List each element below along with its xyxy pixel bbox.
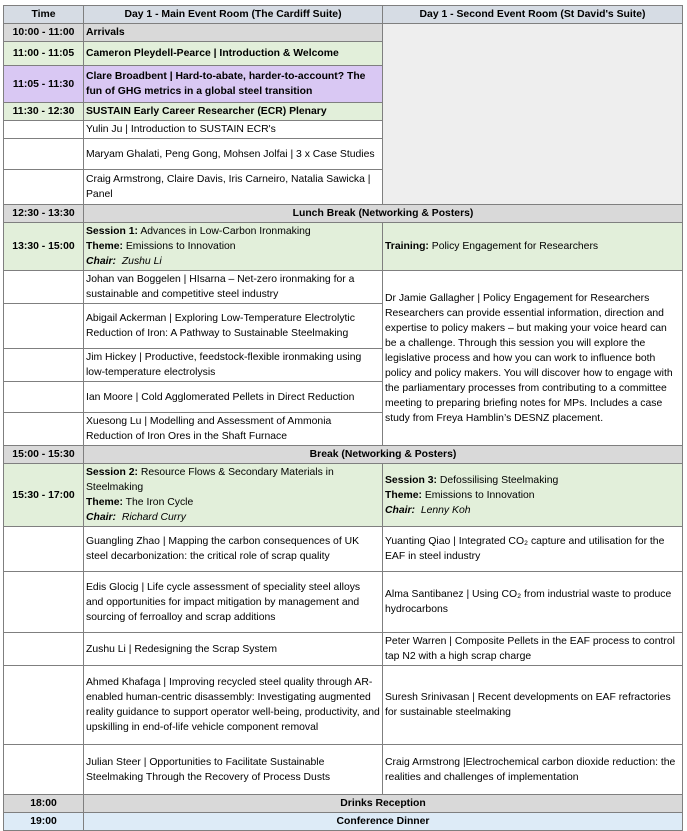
row-session2-head xyxy=(4,464,683,527)
session2-label: Session 2: xyxy=(86,467,138,478)
time-empty xyxy=(4,271,84,304)
lunch-label: Lunch Break (Networking & Posters) xyxy=(84,205,683,223)
session3-chair-label: Chair: xyxy=(385,504,416,516)
second-room-empty xyxy=(383,24,683,205)
time-empty xyxy=(4,745,84,795)
time-break: 15:00 - 15:30 xyxy=(4,446,84,464)
session2-talk: Julian Steer | Opportunities to Facilitate Sustainable Steelmaking Through the Recovery of Process Dusts xyxy=(84,745,383,795)
session1-label: Session 1: xyxy=(86,226,138,237)
header-second-room: Day 1 - Second Event Room (St David's Suite) xyxy=(383,6,683,24)
training-description: Dr Jamie Gallagher | Policy Engagement for Researchers Researchers can provide essential information, direction and expertise to policy makers – but making your voice heard can be a challenge. Through this session you will explore the legislative process and how you can work to influence both policy and policy makers. You will discover how to engage with the parliamentary processes from contributing to a committee meeting to preparing briefing notes for MPs. Includes a case study from Freya Hamblin’s DESNZ placement. xyxy=(383,271,683,446)
training-header xyxy=(383,223,683,271)
session1-header xyxy=(84,223,383,271)
ecr-item: Craig Armstrong, Claire Davis, Iris Carneiro, Natalia Sawicka | Panel xyxy=(84,170,383,205)
row-lunch xyxy=(4,205,683,223)
intro-label: Cameron Pleydell-Pearce | Introduction & Welcome xyxy=(84,42,383,66)
row-session2-talk xyxy=(4,527,683,572)
dinner-label: Conference Dinner xyxy=(84,813,683,831)
session3-header xyxy=(383,464,683,527)
time-empty xyxy=(4,633,84,666)
time-empty xyxy=(4,572,84,633)
row-session2-talk xyxy=(4,633,683,666)
session1-talk: Xuesong Lu | Modelling and Assessment of Ammonia Reduction of Iron Ores in the Shaft Furnace xyxy=(84,413,383,446)
time-lunch: 12:30 - 13:30 xyxy=(4,205,84,223)
row-arrivals xyxy=(4,24,683,42)
time-empty xyxy=(4,139,84,170)
time-keynote: 11:05 - 11:30 xyxy=(4,66,84,103)
session3-talk: Suresh Srinivasan | Recent developments on EAF refractories for sustainable steelmaking xyxy=(383,666,683,745)
session1-chair: Zushu Li xyxy=(121,256,162,267)
row-break xyxy=(4,446,683,464)
time-empty xyxy=(4,382,84,413)
session3-talk: Yuanting Qiao | Integrated CO₂ capture and utilisation for the EAF in steel industry xyxy=(383,527,683,572)
row-session1-talk xyxy=(4,271,683,304)
row-session2-talk xyxy=(4,745,683,795)
time-arrivals: 10:00 - 11:00 xyxy=(4,24,84,42)
session3-chair: Lenny Koh xyxy=(420,504,471,516)
session1-talk: Jim Hickey | Productive, feedstock-flexible ironmaking using low-temperature electrolysis xyxy=(84,349,383,382)
training-label: Training: xyxy=(385,241,429,252)
time-empty xyxy=(4,304,84,349)
time-empty xyxy=(4,170,84,205)
session2-talk: Edis Glocig | Life cycle assessment of speciality steel alloys and opportunities for impact mitigation by management and sourcing of ferroalloy and scrap additions xyxy=(84,572,383,633)
session2-talk: Zushu Li | Redesigning the Scrap System xyxy=(84,633,383,666)
time-intro: 11:00 - 11:05 xyxy=(4,42,84,66)
row-session2-talk xyxy=(4,666,683,745)
arrivals-label: Arrivals xyxy=(84,24,383,42)
session3-title: Defossilising Steelmaking xyxy=(439,474,559,486)
ecr-title: SUSTAIN Early Career Researcher (ECR) Plenary xyxy=(84,103,383,121)
session1-theme: Emissions to Innovation xyxy=(125,241,236,252)
time-dinner: 19:00 xyxy=(4,813,84,831)
session2-chair-label: Chair: xyxy=(86,512,117,523)
time-session1: 13:30 - 15:00 xyxy=(4,223,84,271)
session1-talk: Johan van Boggelen | HIsarna – Net-zero ironmaking for a sustainable and competitive steel industry xyxy=(84,271,383,304)
time-session2: 15:30 - 17:00 xyxy=(4,464,84,527)
session3-theme-label: Theme: xyxy=(385,489,422,501)
row-session1-head xyxy=(4,223,683,271)
session3-label: Session 3: xyxy=(385,474,437,486)
session1-theme-label: Theme: xyxy=(86,241,123,252)
time-empty xyxy=(4,527,84,572)
row-drinks xyxy=(4,795,683,813)
session1-chair-label: Chair: xyxy=(86,256,117,267)
session2-theme-label: Theme: xyxy=(86,497,123,508)
session2-talk: Guangling Zhao | Mapping the carbon consequences of UK steel decarbonization: the critical role of scrap quality xyxy=(84,527,383,572)
session3-theme: Emissions to Innovation xyxy=(424,489,535,501)
row-session2-talk xyxy=(4,572,683,633)
session2-title: Resource Flows & Secondary Materials in Steelmaking xyxy=(86,467,334,493)
time-empty xyxy=(4,666,84,745)
time-ecr: 11:30 - 12:30 xyxy=(4,103,84,121)
ecr-item: Maryam Ghalati, Peng Gong, Mohsen Jolfai | 3 x Case Studies xyxy=(84,139,383,170)
session1-title: Advances in Low-Carbon Ironmaking xyxy=(140,226,311,237)
time-empty xyxy=(4,349,84,382)
drinks-label: Drinks Reception xyxy=(84,795,683,813)
time-drinks: 18:00 xyxy=(4,795,84,813)
session1-talk: Ian Moore | Cold Agglomerated Pellets in Direct Reduction xyxy=(84,382,383,413)
row-dinner xyxy=(4,813,683,831)
session3-talk: Peter Warren | Composite Pellets in the EAF process to control tap N2 with a high scrap charge xyxy=(383,633,683,666)
training-title: Policy Engagement for Researchers xyxy=(431,241,599,252)
session1-talk: Abigail Ackerman | Exploring Low-Temperature Electrolytic Reduction of Iron: A Pathway to Sustainable Steelmaking xyxy=(84,304,383,349)
header-row xyxy=(4,6,683,24)
header-main-room: Day 1 - Main Event Room (The Cardiff Suite) xyxy=(84,6,383,24)
session2-header xyxy=(84,464,383,527)
schedule-table xyxy=(3,5,683,831)
header-time: Time xyxy=(4,6,84,24)
keynote-label: Clare Broadbent | Hard-to-abate, harder-to-account? The fun of GHG metrics in a global steel transition xyxy=(84,66,383,103)
session2-theme: The Iron Cycle xyxy=(125,497,194,508)
session3-talk: Alma Santibanez | Using CO₂ from industrial waste to produce hydrocarbons xyxy=(383,572,683,633)
time-empty xyxy=(4,121,84,139)
time-empty xyxy=(4,413,84,446)
ecr-item: Yulin Ju | Introduction to SUSTAIN ECR's xyxy=(84,121,383,139)
session2-talk: Ahmed Khafaga | Improving recycled steel quality through AR-enabled human-centric disassembly: Investigating augmented reality guidance to support operator well-being, productivity, and upskilling in end-of-life vehicle component removal xyxy=(84,666,383,745)
break-label: Break (Networking & Posters) xyxy=(84,446,683,464)
session3-talk: Craig Armstrong |Electrochemical carbon dioxide reduction: the realities and challenges of implementation xyxy=(383,745,683,795)
session2-chair: Richard Curry xyxy=(121,512,186,523)
